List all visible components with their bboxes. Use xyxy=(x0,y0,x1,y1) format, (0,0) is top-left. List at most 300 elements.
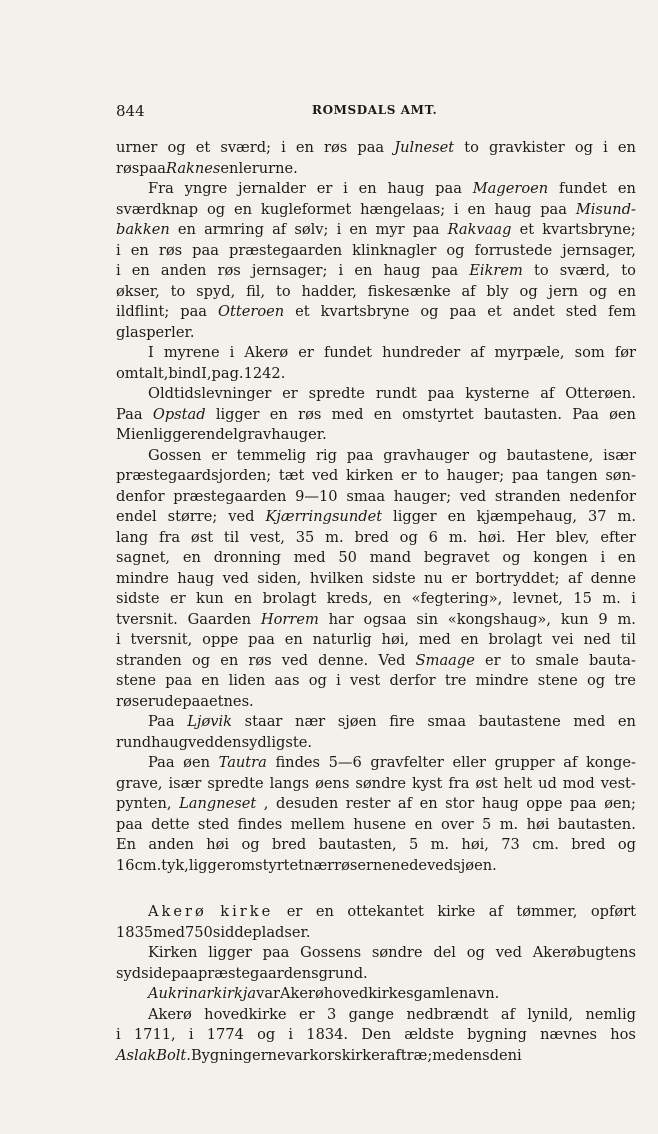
word: «kongshaug», xyxy=(447,610,551,628)
word: og xyxy=(478,446,497,464)
word: kun xyxy=(196,590,224,607)
text-line xyxy=(116,569,636,590)
word: bautastene, xyxy=(506,446,594,464)
word: af xyxy=(461,282,476,300)
word: sagnet, xyxy=(116,549,171,566)
word: korskirker xyxy=(309,1046,387,1064)
word: paa xyxy=(540,200,567,218)
word: urner xyxy=(116,139,158,156)
word: en xyxy=(414,815,433,833)
text-line xyxy=(116,466,636,487)
word: haug xyxy=(383,262,421,279)
word: fiskesænke xyxy=(367,282,451,300)
word: findes xyxy=(237,815,283,833)
word: vest- xyxy=(600,774,636,792)
word: ved xyxy=(228,508,255,525)
word: Fra xyxy=(148,180,174,197)
word: 1242. xyxy=(243,364,286,382)
word: en xyxy=(234,590,253,607)
word: en xyxy=(233,200,252,218)
word: gravhauger. xyxy=(237,426,327,443)
word: nær xyxy=(304,856,335,874)
word: grund. xyxy=(318,964,368,982)
word: og xyxy=(466,944,485,961)
word: med xyxy=(331,405,364,423)
word: m. xyxy=(602,590,621,607)
word: brolagt xyxy=(488,631,543,648)
word: kirke xyxy=(437,903,476,920)
word: bred xyxy=(354,528,389,546)
word: paa xyxy=(139,159,167,177)
word: af xyxy=(563,754,578,771)
word: er xyxy=(298,1005,315,1023)
word: 16 xyxy=(116,856,135,874)
word: en xyxy=(315,903,334,920)
word: Den xyxy=(361,1026,392,1043)
word: en xyxy=(201,672,220,689)
word: til xyxy=(223,528,240,546)
word: bygning xyxy=(467,1026,527,1043)
word: vest, xyxy=(249,528,285,546)
word: m. xyxy=(430,836,450,853)
word: yngre xyxy=(184,180,228,197)
word: præstegaarden xyxy=(173,487,287,505)
word: stranden xyxy=(494,487,561,505)
word: , xyxy=(263,795,269,812)
text-line xyxy=(116,794,636,815)
word: myrene xyxy=(163,344,220,361)
word: og xyxy=(446,241,465,259)
word: bautastene xyxy=(478,713,561,730)
word: helt xyxy=(503,774,533,792)
word: kysterne xyxy=(465,385,530,402)
word: to xyxy=(621,262,636,279)
italic-word: Aslak xyxy=(116,1046,157,1064)
word: ned xyxy=(583,631,611,648)
word: hovedkirkes xyxy=(323,985,414,1002)
word: klinknagler xyxy=(352,241,437,259)
word: ved xyxy=(427,856,454,874)
word: hadder, xyxy=(301,282,357,300)
word: 1774 xyxy=(206,1026,244,1043)
word: en xyxy=(419,795,438,812)
word: ude xyxy=(154,692,183,710)
word: medens xyxy=(432,1046,490,1064)
word: en xyxy=(220,651,239,669)
word: jernsager; xyxy=(251,262,328,279)
word: spyd, xyxy=(196,282,236,300)
word: en xyxy=(617,549,636,566)
text-line xyxy=(116,630,636,651)
word: gamle xyxy=(413,985,459,1002)
text-line xyxy=(116,923,636,944)
word: kugleformet xyxy=(260,200,352,218)
word: siden, xyxy=(257,569,302,587)
word: bautasten. xyxy=(483,405,562,423)
word: 5—6 xyxy=(328,754,362,771)
word: er xyxy=(316,180,333,197)
word: med xyxy=(418,631,451,648)
word: et xyxy=(295,303,310,320)
word: kyst xyxy=(411,774,443,792)
word: paa xyxy=(171,964,198,982)
word: hauger; xyxy=(393,487,452,505)
text-line xyxy=(116,964,636,985)
text-line xyxy=(116,220,636,241)
word: og xyxy=(519,282,538,300)
word: røs xyxy=(324,139,348,156)
word: m. xyxy=(325,528,344,546)
word: var xyxy=(285,1046,310,1064)
word: tyk, xyxy=(161,856,189,874)
word: to xyxy=(170,282,186,300)
word: røs xyxy=(158,241,183,259)
word: pag. xyxy=(211,364,244,382)
word: armring xyxy=(204,221,264,238)
text-line xyxy=(116,943,636,964)
word: paa xyxy=(427,385,455,402)
text-line xyxy=(116,507,636,528)
word: paa xyxy=(346,446,374,464)
word: den xyxy=(214,733,242,751)
text-line xyxy=(116,610,636,631)
word: grupper xyxy=(494,754,555,771)
word: røs xyxy=(217,262,241,279)
word: efter xyxy=(600,528,636,546)
word: to xyxy=(464,139,479,156)
word: en xyxy=(354,262,373,279)
word: tangen xyxy=(546,467,598,484)
word: er xyxy=(484,651,501,669)
word: tømmer, xyxy=(516,903,578,920)
word: bauta- xyxy=(588,651,636,669)
italic-word: Kjærringsundet xyxy=(265,508,383,525)
text-line xyxy=(116,487,636,508)
word: pynten, xyxy=(116,795,172,812)
word: en xyxy=(131,262,150,279)
word: Ved xyxy=(378,651,406,669)
text-line xyxy=(116,902,636,923)
word: fil, xyxy=(246,282,266,300)
word: med xyxy=(293,549,326,566)
text-line xyxy=(116,651,636,672)
word: og xyxy=(241,836,260,853)
word: af xyxy=(568,569,583,587)
word: tæt xyxy=(278,467,305,484)
word: en xyxy=(617,139,636,156)
word: præstegaardsjorden; xyxy=(116,467,272,484)
word: ved xyxy=(222,569,249,587)
word: fra xyxy=(158,528,181,546)
word: ved xyxy=(187,733,215,751)
italic-word: kirkja xyxy=(213,985,257,1002)
word: «fegtering», xyxy=(411,590,503,607)
word: sidste xyxy=(372,569,416,587)
word: rundhaug xyxy=(116,733,188,751)
word: gange xyxy=(348,1005,395,1023)
text-line xyxy=(116,692,636,713)
word: anden xyxy=(160,262,207,279)
italic-word: Mageroen xyxy=(472,180,549,197)
word: af xyxy=(500,1005,515,1023)
word: i xyxy=(116,631,121,648)
word: kirken xyxy=(345,467,394,484)
word: sværd, xyxy=(559,262,611,279)
word: en xyxy=(358,180,377,197)
word: røser xyxy=(116,692,155,710)
word: fire xyxy=(389,713,415,730)
word: haug xyxy=(387,180,425,197)
word: ældste xyxy=(404,1026,454,1043)
word: to xyxy=(510,651,526,669)
word: ved xyxy=(312,467,339,484)
word: er xyxy=(451,569,467,587)
word: øen xyxy=(183,754,210,771)
word: forrustede xyxy=(474,241,553,259)
text-line xyxy=(116,343,636,364)
word: gravhauger xyxy=(383,446,469,464)
text-line xyxy=(116,589,636,610)
word: i xyxy=(116,262,121,279)
word: fundet xyxy=(323,344,373,361)
word: 15 xyxy=(573,590,592,607)
word: sværd; xyxy=(220,139,272,156)
word: tre xyxy=(444,672,467,689)
page-number: 844 xyxy=(116,102,145,120)
word: større; xyxy=(167,508,218,525)
word: af xyxy=(470,344,485,361)
word: nedbrændt xyxy=(406,1005,489,1023)
text-line xyxy=(116,753,636,774)
text-line xyxy=(116,282,636,303)
word: en xyxy=(284,631,303,648)
word: 1711, xyxy=(133,1026,176,1043)
word: bortryddet; xyxy=(475,569,560,587)
text-line xyxy=(116,528,636,549)
word: et xyxy=(487,303,502,320)
word: Otterøen. xyxy=(565,385,636,402)
word: I, xyxy=(201,364,212,382)
word: jern xyxy=(548,282,579,300)
word: i xyxy=(631,590,636,607)
word: jernalder xyxy=(238,180,306,197)
word: eller xyxy=(452,754,487,771)
word: 5 xyxy=(408,836,419,853)
word: omstyrtet xyxy=(232,856,305,874)
word: naturlig xyxy=(312,631,372,648)
word: øens xyxy=(315,774,350,792)
word: begravet xyxy=(423,549,490,566)
italic-word: Horrem xyxy=(260,610,319,628)
word: i xyxy=(188,1026,194,1043)
word: temmelig xyxy=(236,446,307,464)
word: i xyxy=(603,139,608,156)
word: med xyxy=(573,713,606,730)
word: nær xyxy=(295,713,326,730)
word: paa xyxy=(511,467,539,484)
word: er xyxy=(286,903,303,920)
word: tversnit, xyxy=(130,631,193,648)
word: i xyxy=(229,344,235,361)
text-line xyxy=(116,200,636,221)
italic-word: Eikrem xyxy=(469,262,523,279)
word: haug xyxy=(494,200,532,218)
word: nedenfor xyxy=(569,487,636,505)
text-line xyxy=(116,835,636,856)
word: især xyxy=(603,446,636,464)
word: paa xyxy=(116,815,143,833)
word: og xyxy=(206,200,226,218)
word: Gaarden xyxy=(187,610,252,628)
word: mindre xyxy=(475,672,529,689)
word: dette xyxy=(151,815,190,833)
text-line xyxy=(116,984,636,1005)
word: er xyxy=(169,590,186,607)
text-line xyxy=(116,138,636,159)
word: i xyxy=(116,1026,121,1043)
word: glasperler. xyxy=(116,323,195,341)
word: en xyxy=(373,405,392,423)
word: hundreder xyxy=(382,344,461,361)
word: som xyxy=(574,344,605,361)
word: øen; xyxy=(604,795,636,812)
word: ligger xyxy=(393,508,437,525)
text-line xyxy=(116,446,636,467)
word: spredte xyxy=(207,774,264,792)
word: har xyxy=(328,610,354,628)
word: paa xyxy=(262,944,290,961)
italic-word: Misund- xyxy=(575,200,636,218)
word: paa xyxy=(357,139,385,156)
word: i xyxy=(600,549,606,566)
italic-word: Smaage xyxy=(415,651,475,669)
word: sølv; xyxy=(294,221,329,238)
text-line xyxy=(116,261,636,282)
word: tre xyxy=(614,672,636,689)
word: paa xyxy=(180,303,208,320)
word: paa xyxy=(431,262,459,279)
word: paa xyxy=(412,221,440,238)
word: ved xyxy=(459,487,487,505)
word: i xyxy=(116,241,121,259)
word: i xyxy=(454,200,459,218)
word: kun xyxy=(560,610,589,628)
word: endel xyxy=(116,508,157,525)
word: 3 xyxy=(326,1005,337,1023)
text-block-church xyxy=(116,902,636,1066)
word: 50 xyxy=(338,549,357,566)
text-line xyxy=(116,712,636,733)
word: findes xyxy=(275,754,321,771)
text-line xyxy=(116,815,636,836)
word: oppe xyxy=(526,795,563,812)
word: to xyxy=(275,282,291,300)
text-line xyxy=(116,856,636,877)
word: og xyxy=(167,139,186,156)
word: økser, xyxy=(116,282,160,300)
word: i xyxy=(338,262,344,279)
word: især xyxy=(168,774,202,792)
word: 750 xyxy=(184,923,213,941)
italic-word: Julneset xyxy=(394,139,455,156)
text-line xyxy=(116,1005,636,1026)
word: m. xyxy=(448,528,468,546)
word: hængelaas; xyxy=(360,200,446,218)
word: endel xyxy=(197,426,238,443)
word: ud xyxy=(538,774,557,792)
word: dronning xyxy=(213,549,281,566)
word: nes. xyxy=(223,692,254,710)
word: en xyxy=(467,200,486,218)
word: i xyxy=(336,672,341,689)
word: sjøen. xyxy=(453,856,497,874)
word: gravkister xyxy=(489,139,565,156)
word: af xyxy=(540,385,555,402)
word: kjæmpehaug, xyxy=(476,508,578,525)
word: ligger xyxy=(188,856,233,874)
word: 5 xyxy=(482,815,492,833)
word: rundt xyxy=(375,385,417,402)
text-line xyxy=(116,364,636,385)
word: nu xyxy=(424,569,443,587)
word: rester xyxy=(345,795,391,812)
word: blev, xyxy=(555,528,590,546)
word: en xyxy=(460,631,479,648)
italic-word: Rakvaag xyxy=(447,221,512,238)
word: Her xyxy=(516,528,545,546)
word: røs xyxy=(248,651,272,669)
word: tversnit. xyxy=(116,610,178,628)
word: kongen xyxy=(533,549,588,566)
word: et xyxy=(209,692,224,710)
word: Paa xyxy=(116,405,143,423)
word: sværdknap xyxy=(116,200,199,218)
italic-word: Aukrinar xyxy=(148,985,214,1002)
word: ved xyxy=(495,944,522,961)
word: sjøen xyxy=(337,713,377,730)
word: et xyxy=(519,221,535,238)
word: i xyxy=(336,221,342,238)
word: lerurne. xyxy=(238,159,298,177)
text-line xyxy=(116,425,636,446)
word: sted xyxy=(197,815,230,833)
word: kvartsbryne; xyxy=(542,221,636,238)
word: sted xyxy=(565,303,598,320)
word: levnet, xyxy=(512,590,563,607)
word: Gossen xyxy=(148,446,202,464)
word: aas xyxy=(274,672,300,689)
word: lang xyxy=(116,528,149,546)
word: fundet xyxy=(558,180,608,197)
spaced-word: Akerø xyxy=(148,903,207,920)
word: øen xyxy=(609,405,636,423)
text-line xyxy=(116,548,636,569)
word: Kirken xyxy=(148,944,198,961)
text-line xyxy=(116,323,636,344)
word: staar xyxy=(244,713,283,730)
word: jernsager, xyxy=(562,241,636,259)
word: en xyxy=(220,159,239,177)
word: Oldtidslevninger xyxy=(148,385,272,402)
word: høi. xyxy=(478,528,506,546)
word: cm. xyxy=(134,856,162,874)
word: en xyxy=(617,713,636,730)
page-header xyxy=(116,102,636,124)
word: høi, xyxy=(381,631,410,648)
word: fra xyxy=(448,774,470,792)
text-line xyxy=(116,179,636,200)
word: Gossens xyxy=(300,944,362,961)
